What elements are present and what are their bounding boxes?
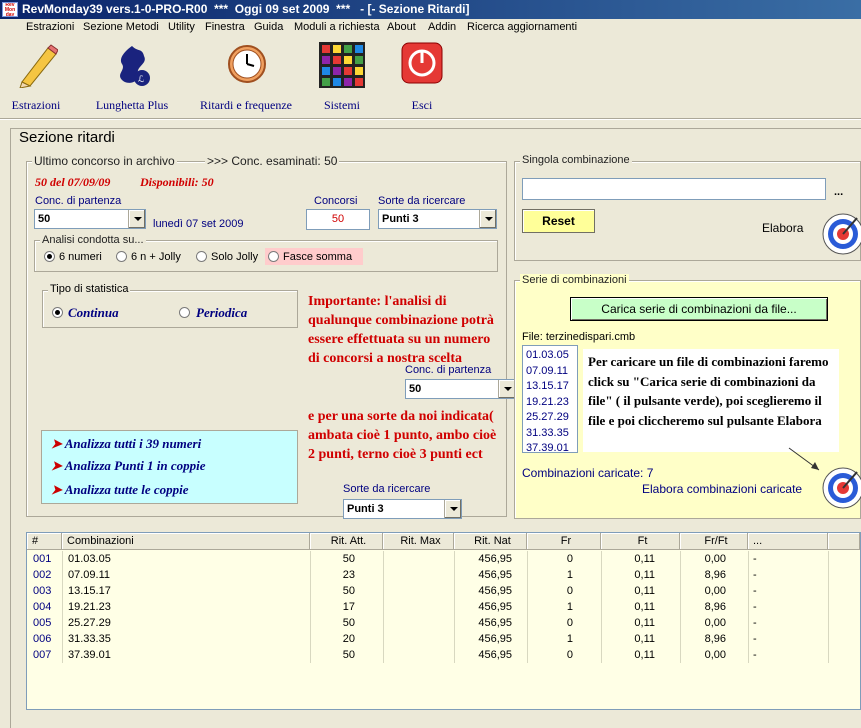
menu-estrazioni[interactable]: Estrazioni <box>26 21 75 33</box>
reset-button[interactable]: Reset <box>522 209 595 233</box>
file-name: File: terzinedispari.cmb <box>522 331 636 343</box>
conc-date: lunedì 07 set 2009 <box>153 218 244 230</box>
grid-line <box>527 551 528 663</box>
elabora-loaded-label: Elabora combinazioni caricate <box>642 482 803 496</box>
table-cell: 0,11 <box>634 569 655 581</box>
table-cell: 0 <box>566 585 573 597</box>
table-cell: 50 <box>342 649 355 661</box>
analisi-option-label: Solo Jolly <box>211 251 259 263</box>
table-cell: 0,00 <box>704 553 726 565</box>
list-item: 13.15.17 <box>526 380 569 392</box>
table-header[interactable]: Fr <box>527 533 601 550</box>
tipo-option-label: Periodica <box>196 305 248 320</box>
grid-line <box>62 551 63 663</box>
table-cell: - <box>753 569 757 581</box>
svg-text:ℒ: ℒ <box>138 75 145 85</box>
chevron-down-icon[interactable] <box>479 210 496 228</box>
section-title: Sezione ritardi <box>16 129 118 146</box>
combination-list[interactable] <box>522 345 578 453</box>
float-sorte-label: Sorte da ricercare <box>343 483 431 495</box>
tipo-label: Tipo di statistica <box>50 283 129 295</box>
table-cell: 0,00 <box>704 617 726 629</box>
toolbar-lunghetta-button[interactable] <box>86 42 178 116</box>
conc-partenza-select[interactable] <box>34 209 146 229</box>
table-cell: 50 <box>342 585 355 597</box>
table-cell: 007 <box>33 649 52 661</box>
table-cell: 0,00 <box>704 649 726 661</box>
annotation-note-1: Importante: l'analisi di qualunque combinazione potrà essere effettuata su un numero di concorsi a nostra scelta <box>308 294 494 366</box>
serie-label: Serie di combinazioni <box>522 274 627 286</box>
table-cell: 0 <box>566 553 573 565</box>
lottery-logo-icon <box>108 42 156 94</box>
table-cell: 005 <box>33 617 52 629</box>
sorte-label: Sorte da ricercare <box>378 195 466 207</box>
table-cell: 1 <box>566 633 573 645</box>
table-cell: 19.21.23 <box>68 601 111 613</box>
table-cell: 1 <box>566 601 573 613</box>
concorsi-input[interactable]: 50 <box>306 209 370 230</box>
window-title: RevMonday39 vers.1-0-PRO-R00 *** Oggi 09 set 2009 *** - [- Sezione Ritardi] <box>22 2 470 16</box>
table-cell: 0,11 <box>634 633 655 645</box>
tipo-radio-periodica[interactable] <box>179 307 190 318</box>
float-conc-value: 50 <box>409 383 422 395</box>
sorte-select[interactable] <box>378 209 497 229</box>
analyze-punti-coppie-link[interactable] <box>51 458 206 474</box>
table-row[interactable] <box>27 600 860 616</box>
analyze-all-pairs-link[interactable] <box>51 482 189 498</box>
float-sorte-value: Punti 3 <box>347 503 384 515</box>
table-cell: 8,96 <box>704 601 726 613</box>
menu-finestra[interactable]: Finestra <box>205 21 245 33</box>
list-item: 07.09.11 <box>526 364 569 377</box>
chevron-down-icon[interactable] <box>444 500 461 518</box>
table-row[interactable] <box>27 648 860 664</box>
menu-ricerca-aggiornamenti[interactable]: Ricerca aggiornamenti <box>467 21 578 33</box>
single-combination-input[interactable] <box>522 178 826 200</box>
menu-moduli[interactable]: Moduli a richiesta <box>294 21 380 33</box>
analisi-radio-6n-jolly[interactable] <box>116 251 127 262</box>
grid-line <box>680 551 681 663</box>
tipo-radio-continua[interactable] <box>52 307 63 318</box>
analyze-all-numbers-link[interactable] <box>51 436 201 452</box>
table-cell: 50 <box>342 617 355 629</box>
table-cell: 8,96 <box>704 569 726 581</box>
table-cell: 37.39.01 <box>68 649 111 661</box>
table-header-empty <box>828 533 860 550</box>
table-cell: 456,95 <box>478 553 512 565</box>
table-cell: 25.27.29 <box>68 617 111 629</box>
table-cell: 23 <box>342 569 355 581</box>
analisi-label: Analisi condotta su... <box>42 234 144 246</box>
toolbar-label: Lunghetta Plus <box>95 98 169 112</box>
table-cell: 0,11 <box>634 649 655 661</box>
analisi-option-label: 6 n + Jolly <box>131 251 181 263</box>
clock-icon <box>227 42 267 88</box>
tipo-option-label: Continua <box>68 305 119 320</box>
table-cell: 0 <box>566 649 573 661</box>
toolbar-label: Sistemi <box>323 98 360 112</box>
ellipsis-button[interactable]: ... <box>834 186 844 198</box>
toolbar-esci-button[interactable] <box>394 42 450 116</box>
table-header[interactable]: # <box>27 533 62 550</box>
elabora-label: Elabora <box>762 221 804 235</box>
toolbar-label: Esci <box>411 98 433 112</box>
table-cell: 0,11 <box>634 617 655 629</box>
conc-partenza-label: Conc. di partenza <box>35 195 122 207</box>
load-file-button[interactable]: Carica serie di combinazioni da file... <box>570 297 828 321</box>
exit-icon <box>401 42 443 84</box>
list-item: 31.33.35 <box>526 426 569 439</box>
conc-partenza-value: 50 <box>38 213 51 225</box>
grid-line <box>454 551 455 663</box>
analisi-radio-6-numeri[interactable] <box>44 251 55 262</box>
toolbar-estrazioni-button[interactable] <box>4 42 68 116</box>
table-cell: - <box>753 617 757 629</box>
toolbar <box>0 38 861 118</box>
table-header[interactable]: Rit. Nat <box>454 533 527 550</box>
table-cell: 456,95 <box>478 569 512 581</box>
table-row[interactable] <box>27 632 860 648</box>
arrow-right-icon: ➤ <box>51 458 62 473</box>
grid-line <box>748 551 749 663</box>
table-cell: 07.09.11 <box>68 569 111 581</box>
float-sorte-select[interactable] <box>343 499 462 519</box>
table-cell: 456,95 <box>478 617 512 629</box>
table-header[interactable]: Rit. Att. <box>310 533 383 550</box>
toolbar-separator <box>0 118 861 120</box>
table-cell: 20 <box>342 633 355 645</box>
table-cell: 0,11 <box>634 585 655 597</box>
list-item: 19.21.23 <box>526 395 569 408</box>
table-cell: - <box>753 649 757 661</box>
chevron-down-icon[interactable] <box>498 380 515 398</box>
table-cell: 50 <box>342 553 355 565</box>
table-header[interactable]: Ft <box>601 533 680 550</box>
table-cell: 456,95 <box>478 633 512 645</box>
combination-list-items <box>526 348 569 453</box>
table-row[interactable] <box>27 584 860 600</box>
table-cell: 31.33.35 <box>68 633 111 645</box>
menu-guida[interactable]: Guida <box>254 21 284 33</box>
toolbar-label: Ritardi e frequenze <box>200 98 292 112</box>
list-item: 01.03.05 <box>526 349 569 361</box>
target-icon[interactable] <box>817 208 861 256</box>
table-cell: 456,95 <box>478 649 512 661</box>
available-count: Disponibili: 50 <box>140 175 214 189</box>
table-cell: - <box>753 601 757 613</box>
table-header[interactable]: Fr/Ft <box>680 533 748 550</box>
table-cell: 0,11 <box>634 601 655 613</box>
float-conc-label: Conc. di partenza <box>405 364 492 376</box>
float-conc-select[interactable] <box>405 379 516 399</box>
menu-addin[interactable]: Addin <box>428 21 457 33</box>
target-icon[interactable] <box>817 462 861 514</box>
results-table[interactable] <box>26 532 861 710</box>
grid-line <box>310 551 311 663</box>
list-item: 25.27.29 <box>526 411 569 423</box>
table-cell: 13.15.17 <box>68 585 111 597</box>
table-header[interactable]: Combinazioni <box>62 533 310 550</box>
grid-icon <box>319 42 365 88</box>
grid-line <box>601 551 602 663</box>
table-row[interactable] <box>27 616 860 632</box>
app-icon: Rev Mon day <box>2 2 18 17</box>
grid-line <box>828 551 829 663</box>
table-cell: 001 <box>33 553 52 565</box>
table-cell: 0,11 <box>634 553 655 565</box>
analisi-option-label: Fasce somma <box>283 251 353 263</box>
toolbar-label: Estrazioni <box>11 98 61 112</box>
toolbar-ritardi-button[interactable] <box>190 42 302 116</box>
annotation-note-2: e per una sorte da noi indicata( ambata cioè 1 punto, ambo cioè 2 punti, terno cioè 3 punti ect <box>308 409 497 462</box>
menu-about[interactable]: About <box>387 21 416 33</box>
single-label: Singola combinazione <box>522 154 630 166</box>
table-cell: 004 <box>33 601 52 613</box>
list-item: 37.39.01 <box>526 442 569 453</box>
menu-sezione-metodi[interactable]: Sezione Metodi <box>83 21 159 33</box>
loaded-count: Combinazioni caricate: 7 <box>522 466 654 480</box>
analisi-radio-solo-jolly[interactable] <box>196 251 207 262</box>
table-cell: 456,95 <box>478 601 512 613</box>
pencil-icon <box>16 42 58 88</box>
analisi-option-label: 6 numeri <box>59 251 102 263</box>
table-header[interactable]: ... <box>748 533 828 550</box>
table-row[interactable] <box>27 568 860 584</box>
analyze-link-label: Analizza tutti i 39 numeri <box>64 436 202 451</box>
analisi-radio-fasce-somma[interactable] <box>268 251 279 262</box>
menu-bar <box>0 19 861 38</box>
table-cell: 006 <box>33 633 52 645</box>
last-draw-value: 50 del 07/09/09 <box>35 175 111 189</box>
table-cell: - <box>753 553 757 565</box>
arrow-right-icon: ➤ <box>51 482 62 497</box>
title-bar <box>0 0 861 19</box>
arrow-right-icon: ➤ <box>51 436 62 451</box>
analyze-link-label: Analizza Punti 1 in coppie <box>64 458 206 473</box>
table-cell: - <box>753 633 757 645</box>
grid-line <box>383 551 384 663</box>
table-cell: 01.03.05 <box>68 553 111 565</box>
table-cell: 0,00 <box>704 585 726 597</box>
analyze-link-label: Analizza tutte le coppie <box>64 482 189 497</box>
table-cell: - <box>753 585 757 597</box>
table-cell: 17 <box>342 601 355 613</box>
table-row[interactable] <box>27 552 860 568</box>
toolbar-sistemi-button[interactable] <box>312 42 372 116</box>
table-cell: 002 <box>33 569 52 581</box>
table-header[interactable]: Rit. Max <box>383 533 454 550</box>
table-cell: 1 <box>566 569 573 581</box>
last-draw-label: Ultimo concorso in archivo <box>34 154 175 168</box>
table-cell: 0 <box>566 617 573 629</box>
table-cell: 8,96 <box>704 633 726 645</box>
chevron-down-icon[interactable] <box>128 210 145 228</box>
table-cell: 456,95 <box>478 585 512 597</box>
table-cell: 003 <box>33 585 52 597</box>
menu-utility[interactable]: Utility <box>168 21 195 33</box>
concorsi-label: Concorsi <box>314 195 358 207</box>
examined-label: >>> Conc. esaminati: 50 <box>207 154 338 168</box>
annotation-note-3: Per caricare un file di combinazioni faremo click su "Carica serie di combinazioni da file" ( il pulsante verde), poi sceglieremo il file e poi cliccheremo sul pulsante Elabora <box>583 349 839 452</box>
sorte-value: Punti 3 <box>382 213 419 225</box>
